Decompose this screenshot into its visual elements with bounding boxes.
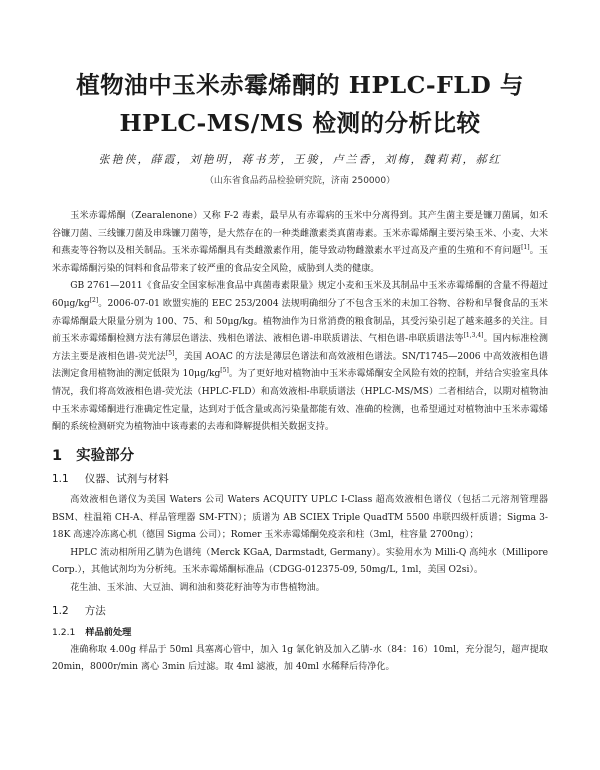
title-line-2: HPLC-MS/MS 检测的分析比较 [119, 109, 481, 137]
intro-paragraph-2: GB 2761—2011《食品安全国家标准食品中真菌毒素限量》规定小麦和玉米及其制品中玉米赤霉烯酮的含量不得超过 60μg/kg[2]。2006-07-01 欧盟实施的 EEC 253/2004 法规明确细分了不包含玉米的未加工谷物、谷粉和早餐食品的玉米赤霉烯酮最大限量分别为 100、75、和 50μg/kg。植物油作为日常消费的粮食制品，其受污染引起了越来越多的关注。目前玉米赤霉烯酮检测方法有薄层色谱法、残相色谱法、液相色谱-串联质谱法、气相色谱-串联质谱法等[1,3,4]。国内标准检测方法主要是液相色谱-荧光法[5]，美国 AOAC 的方法是薄层色谱法和高效液相色谱法。SN/T1745—2006 中高效液相色谱法测定食用植物油的测定低限为 10μg/kg[5]。为了更好地对植物油中玉米赤霉烯酮安全风险有效的控制，并结合实验室具体情况，我们将高效液相色谱-荧光法（HPLC-FLD）和高效液相-串联质谱法（HPLC-MS/MS）二者相结合，以期对植物油中玉米赤霉烯酮进行准确定性定量，达到对于低含量或高污染量都能有效、准确的检测，也希望通过对植物油中玉米赤霉烯酮的系统检测研究为植物油中该毒素的去毒和降解提供相关数据支持。 [52, 281, 548, 433]
intro-paragraph-1: 玉米赤霉烯酮（Zearalenone）又称 F-2 毒素，最早从有赤霉病的玉米中分离得到。其产生菌主要是镰刀菌属，如禾谷镰刀菌、三线镰刀菌及串珠镰刀菌等，是大然存在的一种类雌激素类真菌毒素。玉米赤霉烯酮主要污染玉米、小麦、大米和燕麦等谷物以及相关制品。玉米赤霉烯酮具有类雌激素作用，能导致动物雌激素水平过高及产重的生殖和不育问题[1]。玉米赤霉烯酮污染的饲料和食品带来了较严重的食品安全风险，威胁到人类的健康。 [52, 211, 548, 274]
section-heading-1-1: 1.1 仪器、试剂与材料 [52, 473, 169, 486]
citation: [1] [521, 244, 530, 252]
section-heading-1: 1 实验部分 [52, 447, 135, 464]
citation: [2] [89, 296, 99, 304]
citation: [1,3,4] [463, 332, 484, 340]
author-list: 张艳侠，薛霞，刘艳明，蒋书芳，王骏，卢兰香，刘梅，魏莉莉，郝红 [98, 153, 502, 166]
title-line-1: 植物油中玉米赤霉烯酮的 HPLC-FLD 与 [76, 71, 524, 99]
citation: [5] [220, 367, 229, 375]
materials-paragraph-2: HPLC 流动相所用乙腈为色谱纯（Merck KGaA, Darmstadt, Germany）。实验用水为 Milli-Q 高纯水（Millipore Corp.），其他试剂均为分析纯。玉米赤霉烯酮标准品（CDGG-012375-09, 50mg/L, 1ml，美国 O2si）。 [52, 547, 548, 576]
section-heading-1-2-1: 1.2.1 样品前处理 [52, 627, 132, 639]
affiliation: （山东省食品药品检验研究院，济南 250000） [204, 176, 396, 186]
materials-paragraph-3: 花生油、玉米油、大豆油、调和油和葵花籽油等为市售植物油。 [70, 582, 325, 593]
paper-title [52, 0, 548, 142]
section-heading-1-2: 1.2 方法 [52, 605, 106, 618]
method-paragraph-1: 准确称取 4.00g 样品于 50ml 具塞离心管中，加入 1g 氯化钠及加入乙腈-水（84：16）10ml，充分混匀，超声提取 20min，8000r/min 离心 3min 后过滤。取 4ml 滤液，加 40ml 水稀释后待净化。 [52, 644, 548, 673]
materials-paragraph-1: 高效液相色谱仪为美国 Waters 公司 Waters ACQUITY UPLC I-Class 超高效液相色谱仪（包括二元溶剂管理器 BSM、柱温箱 CH-A、样品管理器 SM-FTN）；质谱为 AB SCIEX Triple QuadTM 5500 串联四级杆质谱；Sigma 3-18K 高速冷冻离心机（德国 Sigma 公司）；Romer 玉米赤霉烯酮免疫亲和柱（3ml，柱容量 2700ng）； [52, 494, 548, 541]
citation: [5] [165, 349, 175, 357]
paper-body [52, 208, 548, 677]
